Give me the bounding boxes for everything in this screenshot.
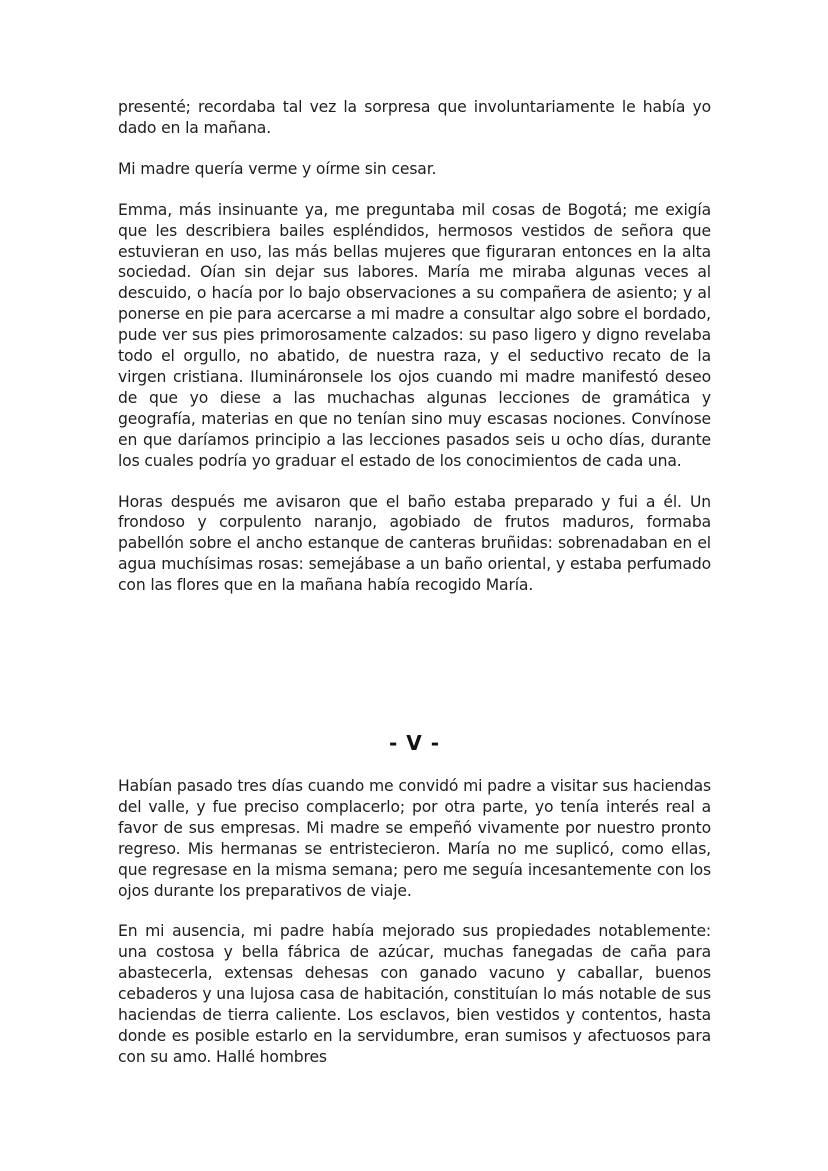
paragraph: Horas después me avisaron que el baño estaba preparado y fui a él. Un frondoso y corpulento naranjo, agobiado de frutos maduros, formaba pabellón sobre el ancho estanque de canteras bruñidas: sobrenadaban en el agua muchísimas rosas: semejábase a un baño oriental, y estaba perfumado con las flores que en la mañana había recogido María.	[118, 492, 711, 595]
paragraph: En mi ausencia, mi padre había mejorado sus propiedades notablemente: una costosa y bella fábrica de azúcar, muchas fanegadas de caña para abastecerla, extensas dehesas con ganado vacuno y caballar, buenos cebaderos y una lujosa casa de habitación, constituían lo más notable de sus haciendas de tierra caliente. Los esclavos, bien vestidos y contentos, hasta donde es posible estarlo en la servidumbre, eran sumisos y afectuosos para con su amo. Hallé hombres	[118, 922, 711, 1066]
paragraph: presenté; recordaba tal vez la sorpresa que involuntariamente le había yo dado en la mañana.	[118, 98, 711, 137]
paragraph: Emma, más insinuante ya, me preguntaba mil cosas de Bogotá; me exigía que les describiera bailes espléndidos, hermosos vestidos de señora que estuvieran en uso, las más bellas mujeres que figuraran entonces en la alta sociedad. Oían sin dejar sus labores. María me miraba algunas veces al descuido, o hacía por lo bajo observaciones a su compañera de asiento; y al ponerse en pie para acercarse a mi madre a consultar algo sobre el bordado, pude ver sus pies primorosamente calzados: su paso ligero y digno revelaba todo el orgullo, no abatido, de nuestra raza, y el seductivo recato de la virgen cristiana. Ilumináronsele los ojos cuando mi madre manifestó deseo de que yo diese a las muchachas algunas lecciones de gramática y geografía, materias en que no tenían sino muy escasas nociones. Convínose en que daríamos principio a las lecciones pasados seis u ocho días, durante los cuales podría yo graduar el estado de los conocimientos de cada una.	[118, 200, 711, 470]
chapter-body	[118, 776, 711, 1088]
paragraph: Mi madre quería verme y oírme sin cesar.	[118, 159, 437, 178]
paragraph: Habían pasado tres días cuando me convidó mi padre a visitar sus haciendas del valle, y fue preciso complacerlo; por otra parte, yo tenía interés real a favor de sus empresas. Mi madre se empeñó vivamente por nuestro pronto regreso. Mis hermanas se entristecieron. María no me suplicó, como ellas, que regresase en la misma semana; pero me seguía incesantemente con los ojos durante los preparativos de viaje.	[118, 777, 711, 900]
document-page	[118, 97, 711, 1066]
chapter-heading: - V -	[388, 731, 440, 755]
